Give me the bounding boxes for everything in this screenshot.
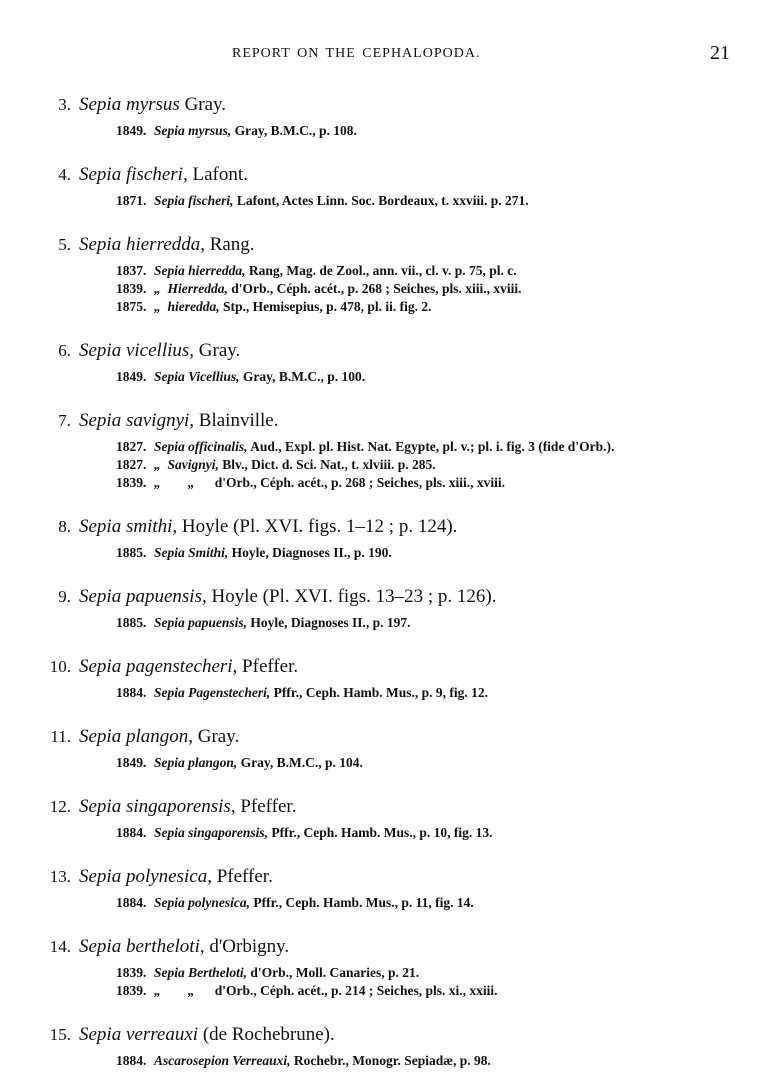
reference-list: [0, 894, 776, 912]
reference-taxon: Sepia papuensis,: [154, 615, 248, 630]
reference-citation: Gray, B.M.C., p. 100.: [239, 369, 366, 384]
species-entry: [0, 92, 776, 140]
reference-taxon: Sepia polynesica,: [154, 895, 250, 910]
reference-citation: d'Orb., Moll. Canaries, p. 21.: [247, 965, 420, 980]
reference-year: 1884.: [116, 1053, 147, 1068]
reference-line: [0, 438, 776, 456]
reference-year: 1885.: [116, 615, 147, 630]
species-entry: [0, 794, 776, 842]
authority: (de Rochebrune).: [202, 1024, 335, 1045]
reference-taxon: „ „: [154, 475, 195, 490]
running-title: REPORT ON THE CEPHALOPODA.: [232, 46, 481, 61]
species-name: savignyi,: [125, 410, 195, 431]
species-list: [0, 92, 776, 1092]
genus-name: Sepia: [79, 656, 122, 677]
reference-line: [0, 824, 776, 842]
entry-number: 8.: [58, 517, 71, 536]
reference-citation: Pffr., Ceph. Hamb. Mus., p. 9, fig. 12.: [270, 685, 489, 700]
species-heading: [0, 92, 776, 118]
reference-year: 1839.: [116, 475, 147, 490]
reference-year: 1884.: [116, 895, 147, 910]
entry-number: 4.: [58, 165, 71, 184]
reference-list: [0, 1052, 776, 1070]
genus-name: Sepia: [79, 586, 122, 607]
page-number: 21: [710, 42, 730, 64]
species-entry: [0, 864, 776, 912]
authority: Pfeffer.: [240, 796, 297, 817]
reference-taxon: Sepia Pagenstecheri,: [154, 685, 271, 700]
authority: Hoyle (Pl. XVI. figs. 1–12 ; p. 124).: [181, 516, 458, 537]
species-entry: [0, 162, 776, 210]
reference-line: [0, 982, 776, 1000]
reference-year: 1839.: [116, 983, 147, 998]
reference-citation: Hoyle, Diagnoses II., p. 197.: [247, 615, 411, 630]
reference-citation: d'Orb., Céph. acét., p. 268 ; Seiches, pls. xiii., xviii.: [227, 281, 522, 296]
reference-citation: Pffr., Ceph. Hamb. Mus., p. 11, fig. 14.: [250, 895, 474, 910]
species-entry: [0, 934, 776, 1000]
entry-number: 11.: [50, 727, 71, 746]
reference-list: [0, 754, 776, 772]
species-entry: [0, 232, 776, 316]
species-name: smithi,: [125, 516, 178, 537]
reference-line: [0, 474, 776, 492]
reference-list: [0, 192, 776, 210]
reference-taxon: Sepia singaporensis,: [154, 825, 269, 840]
reference-taxon: Sepia Vicellius,: [154, 369, 240, 384]
species-heading: [0, 654, 776, 680]
species-name: vicellius,: [125, 340, 195, 361]
entry-number: 15.: [49, 1025, 71, 1044]
entry-number: 5.: [58, 235, 71, 254]
reference-taxon: „ Hierredda,: [154, 281, 228, 296]
species-entry: [0, 1022, 776, 1070]
reference-taxon: Sepia Bertheloti,: [154, 965, 248, 980]
reference-year: 1849.: [116, 123, 147, 138]
entry-number: 3.: [58, 95, 71, 114]
reference-year: 1827.: [116, 457, 147, 472]
authority: Pfeffer.: [242, 656, 299, 677]
reference-line: [0, 1052, 776, 1070]
entry-number: 7.: [58, 411, 71, 430]
reference-taxon: „ Savignyi,: [154, 457, 219, 472]
reference-line: [0, 298, 776, 316]
reference-list: [0, 262, 776, 316]
reference-citation: Pffr., Ceph. Hamb. Mus., p. 10, fig. 13.: [268, 825, 493, 840]
species-name: fischeri,: [125, 164, 188, 185]
species-heading: [0, 584, 776, 610]
reference-year: 1839.: [116, 965, 147, 980]
reference-line: [0, 368, 776, 386]
authority: Gray.: [197, 726, 240, 747]
reference-year: 1871.: [116, 193, 147, 208]
species-heading: [0, 864, 776, 890]
species-name: bertheloti,: [125, 936, 205, 957]
reference-taxon: Ascarosepion Verreauxi,: [154, 1053, 291, 1068]
reference-taxon: Sepia officinalis,: [154, 439, 248, 454]
species-heading: [0, 338, 776, 364]
species-name: pagenstecheri,: [125, 656, 238, 677]
reference-taxon: Sepia Smithi,: [154, 545, 229, 560]
species-name: myrsus: [125, 94, 180, 115]
reference-citation: Blv., Dict. d. Sci. Nat., t. xlviii. p. 285.: [218, 457, 436, 472]
species-entry: [0, 724, 776, 772]
species-heading: [0, 934, 776, 960]
genus-name: Sepia: [79, 340, 122, 361]
authority: Hoyle (Pl. XVI. figs. 13–23 ; p. 126).: [211, 586, 497, 607]
reference-taxon: Sepia fischeri,: [154, 193, 234, 208]
species-name: plangon,: [125, 726, 193, 747]
authority: Gray.: [184, 94, 227, 115]
genus-name: Sepia: [79, 796, 122, 817]
reference-year: 1884.: [116, 825, 147, 840]
species-entry: [0, 338, 776, 386]
reference-list: [0, 964, 776, 1000]
reference-taxon: Sepia hierredda,: [154, 263, 246, 278]
authority: Gray.: [198, 340, 241, 361]
reference-citation: Lafont, Actes Linn. Soc. Bordeaux, t. xxviii. p. 271.: [233, 193, 529, 208]
reference-year: 1839.: [116, 281, 147, 296]
reference-line: [0, 684, 776, 702]
reference-citation: Gray, B.M.C., p. 104.: [237, 755, 363, 770]
species-heading: [0, 162, 776, 188]
species-name: hierredda,: [125, 234, 205, 255]
species-entry: [0, 584, 776, 632]
species-entry: [0, 408, 776, 492]
page-header: [0, 42, 776, 70]
authority: Pfeffer.: [216, 866, 273, 887]
reference-list: [0, 438, 776, 492]
reference-line: [0, 544, 776, 562]
species-entry: [0, 654, 776, 702]
reference-citation: Gray, B.M.C., p. 108.: [231, 123, 357, 138]
species-heading: [0, 514, 776, 540]
reference-taxon: Sepia myrsus,: [154, 123, 232, 138]
species-entry: [0, 514, 776, 562]
reference-citation: Hoyle, Diagnoses II., p. 190.: [228, 545, 392, 560]
reference-year: 1837.: [116, 263, 147, 278]
reference-list: [0, 544, 776, 562]
reference-line: [0, 614, 776, 632]
entry-number: 9.: [58, 587, 71, 606]
species-heading: [0, 408, 776, 434]
reference-year: 1827.: [116, 439, 147, 454]
entry-number: 14.: [49, 937, 71, 956]
species-name: verreauxi: [125, 1024, 199, 1045]
reference-citation: Aud., Expl. pl. Hist. Nat. Egypte, pl. v.; pl. i. fig. 3 (fide d'Orb.).: [247, 439, 615, 454]
genus-name: Sepia: [79, 516, 122, 537]
reference-line: [0, 262, 776, 280]
reference-year: 1849.: [116, 369, 147, 384]
reference-list: [0, 614, 776, 632]
species-name: polynesica,: [125, 866, 212, 887]
entry-number: 10.: [49, 657, 71, 676]
reference-line: [0, 122, 776, 140]
genus-name: Sepia: [79, 936, 122, 957]
reference-citation: Rang, Mag. de Zool., ann. vii., cl. v. p. 75, pl. c.: [245, 263, 517, 278]
genus-name: Sepia: [79, 866, 122, 887]
reference-list: [0, 824, 776, 842]
reference-line: [0, 456, 776, 474]
reference-year: 1885.: [116, 545, 147, 560]
reference-year: 1875.: [116, 299, 147, 314]
species-heading: [0, 724, 776, 750]
genus-name: Sepia: [79, 234, 122, 255]
reference-list: [0, 122, 776, 140]
reference-citation: Stp., Hemisepius, p. 478, pl. ii. fig. 2.: [219, 299, 432, 314]
species-name: singaporensis,: [125, 796, 236, 817]
entry-number: 6.: [58, 341, 71, 360]
reference-list: [0, 684, 776, 702]
reference-citation: Rochebr., Monogr. Sepiadæ, p. 98.: [290, 1053, 491, 1068]
reference-year: 1849.: [116, 755, 147, 770]
authority: Rang.: [209, 234, 255, 255]
genus-name: Sepia: [79, 726, 122, 747]
reference-citation: d'Orb., Céph. acét., p. 268 ; Seiches, pls. xiii., xviii.: [194, 475, 506, 490]
reference-taxon: „ „: [154, 983, 195, 998]
genus-name: Sepia: [79, 164, 122, 185]
authority: d'Orbigny.: [209, 936, 290, 957]
reference-line: [0, 964, 776, 982]
reference-line: [0, 192, 776, 210]
species-heading: [0, 232, 776, 258]
reference-line: [0, 754, 776, 772]
reference-taxon: „ hieredda,: [154, 299, 220, 314]
reference-citation: d'Orb., Céph. acét., p. 214 ; Seiches, pls. xi., xxiii.: [194, 983, 498, 998]
reference-line: [0, 280, 776, 298]
species-name: papuensis,: [125, 586, 207, 607]
entry-number: 12.: [49, 797, 71, 816]
reference-line: [0, 894, 776, 912]
genus-name: Sepia: [79, 94, 122, 115]
genus-name: Sepia: [79, 1024, 122, 1045]
reference-list: [0, 368, 776, 386]
species-heading: [0, 794, 776, 820]
species-heading: [0, 1022, 776, 1048]
authority: Lafont.: [192, 164, 248, 185]
reference-year: 1884.: [116, 685, 147, 700]
authority: Blainville.: [198, 410, 279, 431]
entry-number: 13.: [49, 867, 71, 886]
genus-name: Sepia: [79, 410, 122, 431]
reference-taxon: Sepia plangon,: [154, 755, 238, 770]
